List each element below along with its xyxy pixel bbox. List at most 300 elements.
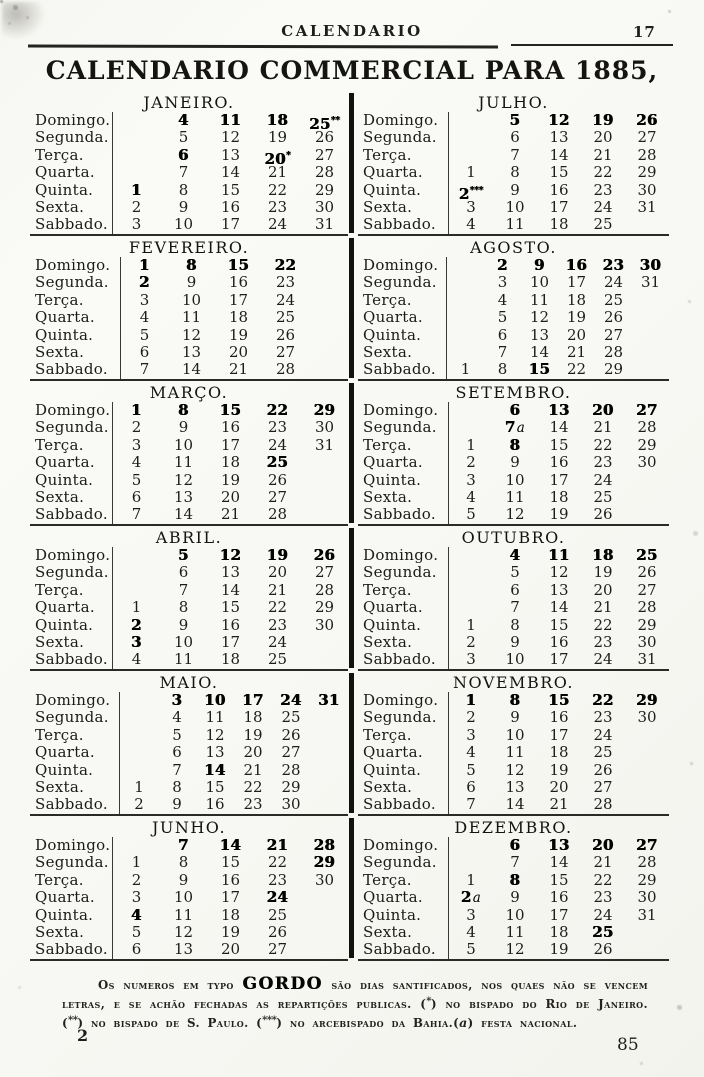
day-cell [447,257,484,274]
day-cell [625,779,669,796]
day-numbers [448,402,669,419]
day-label: Segunda. [363,418,437,437]
day-cell: 17 [549,905,569,924]
day-numbers [120,292,309,309]
day-cell [310,779,348,796]
day-cell: 10 [181,290,202,309]
weekday-row [30,164,348,181]
day-cell: 6 [510,128,520,147]
day-numbers [112,941,348,958]
day-cell: 10 [505,470,525,489]
weekday-row [30,437,348,454]
day-numbers [448,180,669,203]
day-cell: 20 [566,325,587,344]
day-cell: 15 [549,435,569,454]
weekday-row [358,309,669,326]
day-numbers [112,564,348,581]
day-cell: 5 [497,308,508,327]
national-feast-ref: a [516,420,526,437]
day-cell [449,837,493,854]
day-numbers [446,327,669,344]
day-cell: 13 [549,580,569,599]
month-table-junho [30,818,348,961]
weekday-row [30,402,348,419]
day-label: Sabbado. [363,650,436,669]
day-cell: 27 [637,580,657,599]
day-cell [449,129,493,146]
day-cell: 22 [593,163,613,182]
weekday-row [30,796,348,813]
day-numbers [448,472,669,489]
day-cell: 11 [173,650,194,669]
day-numbers [112,437,348,454]
national-feast-ref: a [472,890,482,907]
day-cell: 14 [219,836,242,854]
day-cell: 7 [510,853,520,872]
day-cell: 15 [219,401,242,419]
day-cell: 11 [173,905,194,924]
day-cell: 21 [267,580,288,599]
day-numbers [448,762,669,779]
day-label: Quinta. [363,470,422,489]
day-cell: 1 [131,401,142,419]
day-cell: 17 [549,650,569,669]
day-cell: 26 [593,505,613,524]
day-cell [625,216,669,233]
weekday-row [30,924,348,941]
day-cell: 21 [593,598,613,617]
month-title: DEZEMBRO. [454,818,573,837]
day-cell: 8 [178,853,189,872]
day-cell [113,564,160,581]
day-cell: 20 [593,580,613,599]
day-cell: 8 [510,615,520,634]
day-label: Quarta. [35,453,95,472]
day-cell: 20 [220,487,241,506]
weekday-row [358,216,669,233]
day-cell: 26 [593,940,613,959]
page-number: 17 [633,23,656,41]
day-cell: 19 [266,546,289,564]
day-cell: 30 [281,795,301,814]
day-label: Quarta. [35,743,95,762]
day-cell: 16 [549,453,569,472]
weekday-row [358,112,669,129]
day-cell: 1 [466,163,476,182]
weekday-row [358,257,669,274]
day-cell: 28 [593,795,613,814]
day-cell: 6 [178,563,189,582]
day-cell: 29 [636,691,658,709]
day-cell [120,709,158,726]
day-cell: 30 [314,418,335,437]
day-cell: 13 [548,401,570,419]
day-label: Quinta. [35,180,94,199]
day-label: Quinta. [35,470,94,489]
day-cell: 18 [220,905,241,924]
day-cell: 17 [220,632,241,651]
weekday-row [358,129,669,146]
weekday-row [358,274,669,291]
day-cell: 23 [275,273,296,292]
day-numbers [119,727,348,744]
day-cell: 10 [173,435,194,454]
day-cell: 29 [603,360,624,379]
day-cell: 26 [593,760,613,779]
day-cell [447,327,484,344]
weekday-row [358,709,669,726]
running-head: CALENDARIO [281,22,423,40]
month-table-fevereiro [30,238,348,381]
day-numbers [120,309,309,326]
day-cell [113,164,160,181]
day-cell: 22 [593,870,613,889]
day-cell: 20 [592,401,614,419]
day-cell: 28 [314,580,335,599]
day-numbers [448,796,669,813]
day-label: Terça. [363,725,412,744]
day-cell: 13 [205,743,225,762]
day-numbers [446,361,669,378]
weekday-row [30,506,348,523]
day-cell: 6 [466,777,476,796]
day-cell: 7 [510,598,520,617]
day-cell: 14 [549,598,569,617]
month-pair-section [30,238,674,383]
day-label: Quinta. [35,905,94,924]
day-cell: 3 [131,435,142,454]
day-cell: 19 [593,563,613,582]
day-label: Sexta. [363,197,413,216]
weekday-row [30,617,348,634]
day-numbers [112,907,348,924]
day-cell: 5 [509,111,521,129]
weekday-row [358,472,669,489]
page-title: CALENDARIO COMMERCIAL PARA 1885, [45,56,659,85]
day-numbers [112,547,348,564]
day-cell [301,924,348,941]
day-label: Terça. [35,145,84,164]
weekday-row [358,907,669,924]
day-cell: 8 [172,777,182,796]
day-label: Domingo. [363,256,439,274]
day-cell: 23 [593,453,613,472]
day-numbers [119,709,348,726]
weekday-row [30,907,348,924]
footnote-text: ) festa nacional. [467,1015,578,1030]
weekday-row [358,941,669,958]
day-cell: 7 [139,360,150,379]
day-cell: 25 [593,487,613,506]
day-cell: 16 [220,418,241,437]
month-pair-section [30,528,674,673]
day-cell: 27 [314,145,335,164]
day-cell: 15 [220,853,241,872]
day-cell: 26 [603,308,624,327]
day-cell [113,147,160,164]
day-cell: 24 [280,691,302,709]
day-label: Quinta. [363,615,422,634]
day-cell: 22 [243,777,263,796]
day-cell: 18 [266,111,289,129]
day-cell: 27 [637,128,657,147]
day-cell: 13 [220,563,241,582]
day-cell: 3 [131,888,142,907]
holy-day-ref: ** [330,115,340,126]
day-cell: 24 [275,290,296,309]
day-cell: 3 [466,905,476,924]
day-label: Quarta. [363,163,423,182]
day-cell [449,419,493,436]
weekday-row [30,292,348,309]
weekday-row [358,419,669,436]
day-cell: 3 [171,691,183,709]
day-cell: 17 [220,215,241,234]
day-cell: 4 [497,290,508,309]
day-cell: 14 [505,795,525,814]
day-cell: 19 [549,940,569,959]
day-cell: 29 [637,615,657,634]
footnote-text: Os numeros em typo [98,978,243,992]
day-label: Sabbado. [363,215,436,234]
day-cell: 11 [181,308,202,327]
day-cell: 31 [314,435,335,454]
month-title: AGOSTO. [470,238,557,257]
day-cell: 9 [534,256,545,274]
day-cell: 12 [173,922,194,941]
day-numbers [448,164,669,181]
day-label: Domingo. [363,691,439,709]
day-cell: 25 [593,743,613,762]
day-numbers [448,147,669,164]
day-cell: 21 [243,760,263,779]
day-label: Segunda. [363,128,437,147]
month-table-janeiro [30,93,348,236]
day-cell: 5 [131,470,142,489]
day-cell: 16 [549,708,569,727]
day-cell: 23 [267,870,288,889]
day-cell: 19 [592,111,614,129]
day-cell: 3 [466,197,476,216]
day-numbers [120,344,309,361]
day-cell: 22 [267,180,288,199]
day-cell: 22 [267,598,288,617]
day-label: Quarta. [363,888,423,907]
weekday-row [30,344,348,361]
weekday-row [358,361,669,378]
day-numbers [448,437,669,454]
day-cell [625,762,669,779]
day-cell [449,599,493,616]
day-cell: 14 [529,342,550,361]
day-cell: 21 [228,360,249,379]
weekday-row [358,854,669,871]
day-cell: 6 [497,325,508,344]
day-label: Segunda. [35,418,109,437]
day-cell: 9 [510,888,520,907]
day-cell: 7 [510,145,520,164]
day-cell: 28 [281,760,301,779]
day-label: Sabbado. [35,940,108,959]
month-table-novembro [358,673,669,816]
day-cell: 19 [549,505,569,524]
day-numbers [448,854,669,871]
day-label: Segunda. [363,563,437,582]
day-cell: 28 [637,598,657,617]
day-numbers [112,924,348,941]
day-numbers [448,199,669,216]
weekday-row [358,617,669,634]
day-label: Domingo. [35,256,111,274]
day-label: Terça. [35,725,84,744]
day-cell [301,506,348,523]
day-cell: 20 [593,128,613,147]
day-cell: 9 [178,197,189,216]
day-cell: 15 [220,598,241,617]
day-numbers [448,889,669,906]
day-cell: 20 [592,836,614,854]
day-numbers [119,744,348,761]
day-label: Segunda. [363,708,437,727]
day-cell: 15 [549,163,569,182]
day-cell: 20 [267,563,288,582]
day-cell: 25 [267,905,288,924]
weekday-row [358,489,669,506]
day-cell: 20 [243,743,263,762]
day-cell [113,112,160,129]
day-numbers [448,651,669,668]
day-cell [625,941,669,958]
day-cell: 13 [220,145,241,164]
weekday-row [30,692,348,709]
day-cell [310,709,348,726]
weekday-row [30,419,348,436]
day-label: Segunda. [35,708,109,727]
column-divider [349,93,354,233]
day-numbers [112,402,348,419]
day-label: Segunda. [363,273,437,292]
day-cell: 11 [529,290,550,309]
day-cell: 10 [505,650,525,669]
day-numbers [112,854,348,871]
column-divider [349,383,354,523]
day-cell [301,472,348,489]
day-label: Terça. [363,435,412,454]
footnote-text: ) no arcebispado da Bahia.( [276,1015,460,1030]
day-numbers [120,257,309,274]
day-cell: 21 [593,853,613,872]
day-cell: 14 [181,360,202,379]
day-cell: 28 [637,853,657,872]
day-label: Domingo. [35,836,111,854]
scan-specks [0,0,3,3]
day-cell: 10 [505,197,525,216]
day-cell: 18 [549,743,569,762]
day-cell [301,889,348,906]
day-cell: 15 [227,256,250,274]
day-cell [447,309,484,326]
day-numbers [112,599,348,616]
weekday-row [30,257,348,274]
day-numbers [112,634,348,651]
day-cell [301,489,348,506]
day-cell: 30 [314,615,335,634]
day-cell [310,796,348,813]
day-cell: 11 [505,922,525,941]
day-cell: 6 [510,580,520,599]
day-cell: 5 [510,563,520,582]
day-cell: 14 [549,418,569,437]
day-cell: 21 [220,505,241,524]
weekday-row [30,327,348,344]
day-label: Terça. [363,145,412,164]
day-label: Sabbado. [363,360,436,379]
day-cell: 2 [131,197,142,216]
day-cell: 28 [637,145,657,164]
day-cell: 13 [173,940,194,959]
month-table-agosto [358,238,669,381]
day-cell: 6 [178,145,189,164]
day-numbers [112,182,348,199]
month-title: MAIO. [159,673,219,692]
day-cell: 17 [220,435,241,454]
day-cell: 23 [593,708,613,727]
day-label: Quarta. [363,308,423,327]
day-cell [113,837,160,854]
day-cell: 15 [548,691,570,709]
weekday-row [30,854,348,871]
weekday-row [358,727,669,744]
day-label: Domingo. [35,111,111,129]
weekday-row [358,582,669,599]
day-cell: 1 [139,256,150,274]
day-cell [449,564,493,581]
day-cell: 23 [593,888,613,907]
day-numbers [112,472,348,489]
day-label: Quarta. [363,453,423,472]
day-label: Sexta. [35,487,85,506]
day-cell: 26 [636,111,658,129]
day-cell: 19 [243,725,263,744]
day-label: Sexta. [363,487,413,506]
month-title: FEVEREIRO. [128,238,250,257]
weekday-row [30,454,348,471]
day-cell: 8 [509,691,521,709]
day-cell: 2 [466,453,476,472]
day-numbers [446,292,669,309]
weekday-row [30,941,348,958]
day-cell: 12 [220,128,241,147]
day-cell: 15 [220,180,241,199]
weekday-row [30,309,348,326]
day-cell: 14 [549,853,569,872]
month-pair-section [30,93,674,238]
day-label: Sabbado. [35,650,108,669]
day-cell: 19 [566,308,587,327]
weekday-row [30,182,348,199]
day-cell: 21 [266,836,289,854]
day-cell: 4 [172,708,182,727]
day-cell: 13 [181,342,202,361]
day-cell: 13 [548,836,570,854]
day-cell: 29 [314,180,335,199]
day-label: Sabbado. [35,505,108,524]
weekday-row [30,889,348,906]
weekday-row [30,145,348,168]
day-cell: 25 [267,650,288,669]
calendar-grid [30,93,674,963]
day-numbers [448,599,669,616]
